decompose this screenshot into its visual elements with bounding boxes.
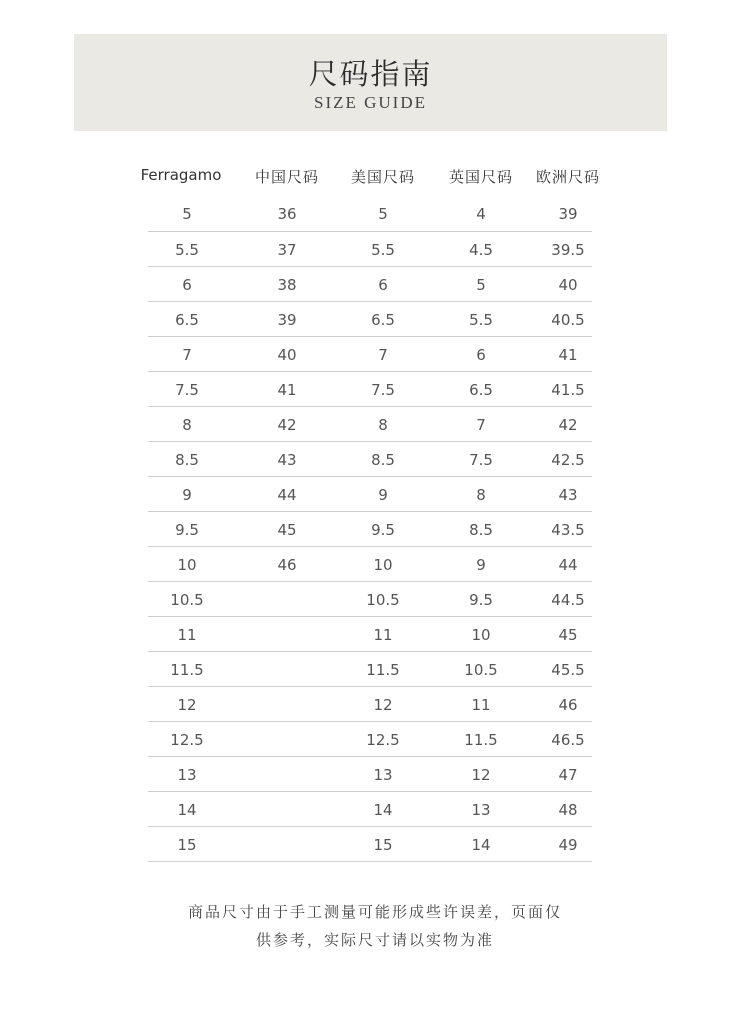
table-cell: 5 (476, 276, 486, 294)
table-row (148, 407, 592, 442)
table-cell: 9 (182, 486, 192, 504)
table-row (148, 302, 592, 337)
table-cell: 11 (471, 696, 491, 714)
table-cell: 40 (277, 346, 297, 364)
table-cell: 12 (471, 766, 491, 784)
table-row (148, 617, 592, 652)
header-uk-size: 英国尺码 (448, 168, 514, 186)
table-row (148, 547, 592, 582)
table-cell: 44 (277, 486, 297, 504)
table-cell: 40 (558, 276, 578, 294)
table-cell: 42.5 (551, 451, 585, 469)
table-cell: 39 (277, 311, 297, 329)
table-cell: 9.5 (175, 521, 199, 539)
table-cell: 8 (182, 416, 192, 434)
table-cell: 39 (558, 205, 578, 223)
table-row (148, 477, 592, 512)
table-cell: 9 (378, 486, 388, 504)
table-cell: 10 (471, 626, 491, 644)
table-row (148, 442, 592, 477)
table-cell: 12 (373, 696, 393, 714)
disclaimer-note (0, 898, 750, 954)
title-banner (74, 34, 667, 131)
table-cell: 11.5 (170, 661, 204, 679)
table-cell: 13 (471, 801, 491, 819)
table-header (0, 160, 750, 196)
table-row (148, 372, 592, 407)
table-cell: 36 (277, 205, 297, 223)
page-subtitle: SIZE GUIDE (313, 93, 427, 112)
table-row (148, 652, 592, 687)
table-cell: 8.5 (469, 521, 493, 539)
table-cell: 8.5 (371, 451, 395, 469)
table-cell: 14 (177, 801, 197, 819)
table-cell: 7.5 (371, 381, 395, 399)
table-cell: 8.5 (175, 451, 199, 469)
table-cell: 6.5 (371, 311, 395, 329)
page-title: 尺码指南 (308, 57, 433, 91)
table-cell: 10 (177, 556, 197, 574)
header-china-size: 中国尺码 (254, 168, 320, 186)
table-cell: 48 (558, 801, 578, 819)
table-cell: 49 (558, 836, 578, 854)
table-cell: 15 (373, 836, 393, 854)
table-cell: 8 (378, 416, 388, 434)
table-cell: 9.5 (371, 521, 395, 539)
table-cell: 7.5 (469, 451, 493, 469)
table-cell: 7 (476, 416, 486, 434)
table-cell: 12.5 (170, 731, 204, 749)
note-line-1: 商品尺寸由于手工测量可能形成些许误差，页面仅 (187, 903, 562, 921)
table-cell: 11.5 (366, 661, 400, 679)
table-cell: 44 (558, 556, 578, 574)
table-cell: 42 (277, 416, 297, 434)
table-row (148, 267, 592, 302)
table-cell: 14 (373, 801, 393, 819)
table-row (148, 196, 592, 232)
table-cell: 37 (277, 241, 297, 259)
table-row (148, 722, 592, 757)
table-cell: 11.5 (464, 731, 498, 749)
table-cell: 46 (558, 696, 578, 714)
table-cell: 4 (476, 205, 486, 223)
table-row (148, 827, 592, 862)
table-cell: 40.5 (551, 311, 585, 329)
table-row (148, 512, 592, 547)
table-cell: 6.5 (469, 381, 493, 399)
table-cell: 42 (558, 416, 578, 434)
table-cell: 45.5 (551, 661, 585, 679)
table-cell: 9.5 (469, 591, 493, 609)
table-cell: 10 (373, 556, 393, 574)
note-line-2: 供参考，实际尺寸请以实物为准 (255, 931, 494, 949)
table-cell: 46 (277, 556, 297, 574)
table-cell: 43 (277, 451, 297, 469)
table-cell: 7 (378, 346, 388, 364)
header-eu-size: 欧洲尺码 (535, 168, 601, 186)
table-cell: 45 (558, 626, 578, 644)
table-cell: 5 (378, 205, 388, 223)
table-cell: 4.5 (469, 241, 493, 259)
table-cell: 6 (378, 276, 388, 294)
table-cell: 6 (476, 346, 486, 364)
table-row (148, 757, 592, 792)
table-row (148, 337, 592, 372)
table-cell: 41.5 (551, 381, 585, 399)
table-cell: 12.5 (366, 731, 400, 749)
table-cell: 5.5 (371, 241, 395, 259)
table-cell: 9 (476, 556, 486, 574)
table-cell: 5.5 (175, 241, 199, 259)
table-row (148, 687, 592, 722)
table-row (148, 232, 592, 267)
table-cell: 8 (476, 486, 486, 504)
size-table (0, 160, 750, 862)
table-cell: 5.5 (469, 311, 493, 329)
table-cell: 13 (373, 766, 393, 784)
table-cell: 39.5 (551, 241, 585, 259)
header-us-size: 美国尺码 (350, 168, 416, 186)
table-cell: 6 (182, 276, 192, 294)
table-cell: 14 (471, 836, 491, 854)
table-row (148, 792, 592, 827)
table-cell: 5 (182, 205, 192, 223)
table-cell: 45 (277, 521, 297, 539)
table-cell: 7.5 (175, 381, 199, 399)
table-cell: 10.5 (464, 661, 498, 679)
table-cell: 15 (177, 836, 197, 854)
table-cell: 6.5 (175, 311, 199, 329)
table-cell: 41 (558, 346, 578, 364)
header-ferragamo: Ferragamo (140, 166, 222, 184)
table-cell: 46.5 (551, 731, 585, 749)
table-cell: 41 (277, 381, 297, 399)
table-row (148, 582, 592, 617)
table-cell: 11 (373, 626, 393, 644)
table-body (0, 196, 750, 862)
table-cell: 43.5 (551, 521, 585, 539)
table-cell: 7 (182, 346, 192, 364)
table-cell: 43 (558, 486, 578, 504)
table-cell: 12 (177, 696, 197, 714)
table-cell: 10.5 (170, 591, 204, 609)
table-cell: 47 (558, 766, 578, 784)
table-cell: 10.5 (366, 591, 400, 609)
table-cell: 13 (177, 766, 197, 784)
table-cell: 38 (277, 276, 297, 294)
table-cell: 44.5 (551, 591, 585, 609)
table-cell: 11 (177, 626, 197, 644)
